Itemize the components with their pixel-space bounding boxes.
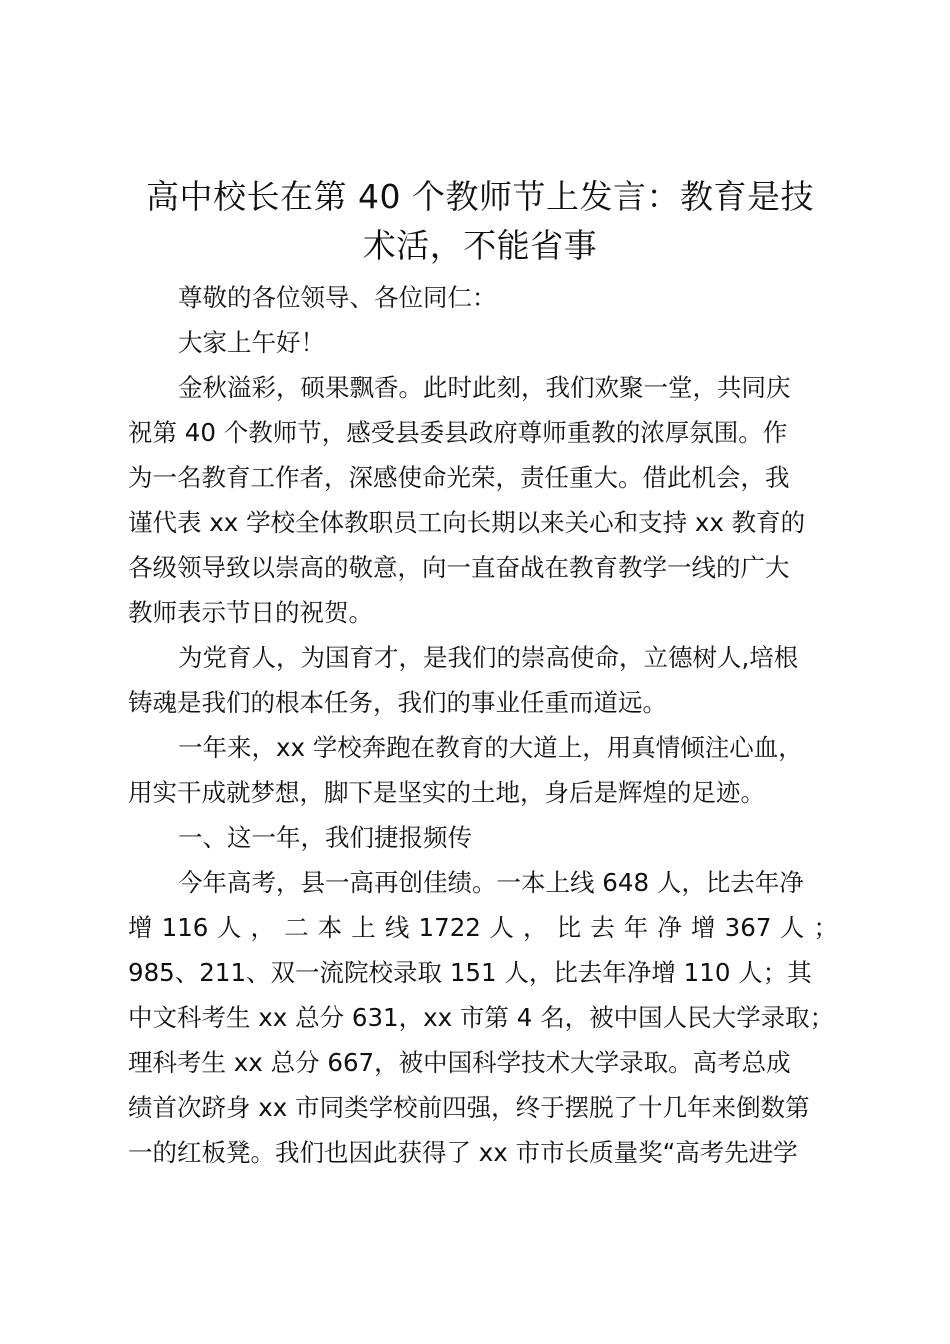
paragraph-line: 用实干成就梦想，脚下是坚实的土地，身后是辉煌的足迹。 [128, 778, 765, 807]
paragraph-line: 一的红板凳。我们也因此获得了 xx 市市长质量奖“高考先进学 [128, 1138, 798, 1167]
paragraph-line: 一年来，xx 学校奔跑在教育的大道上，用真情倾注心血， [178, 733, 803, 762]
section-heading: 一、这一年，我们捷报频传 [178, 823, 472, 852]
paragraph-line: 谨代表 xx 学校全体教职员工向长期以来关心和支持 xx 教育的 [128, 508, 806, 537]
paragraph-line: 各级领导致以崇高的敬意，向一直奋战在教育教学一线的广大 [128, 553, 790, 582]
greeting: 大家上午好！ [178, 328, 325, 357]
paragraph-line: 教师表示节日的祝贺。 [128, 598, 373, 627]
paragraph-line: 中文科考生 xx 总分 631，xx 市第 4 名，被中国人民大学录取； [128, 1003, 835, 1032]
paragraph-line: 理科考生 xx 总分 667，被中国科学技术大学录取。高考总成 [128, 1048, 791, 1077]
title-line-2: 术活，不能省事 [362, 226, 598, 265]
title-line-1: 高中校长在第 40 个教师节上发言：教育是技 [146, 177, 814, 216]
paragraph-line: 今年高考，县一高再创佳绩。一本上线 648 人，比去年净 [178, 868, 804, 897]
paragraph-line: 绩首次跻身 xx 市同类学校前四强，终于摆脱了十几年来倒数第 [128, 1093, 810, 1122]
paragraph-line: 为党育人，为国育才，是我们的崇高使命，立德树人,培根 [178, 643, 799, 672]
paragraph-line: 985、211、双一流院校录取 151 人，比去年净增 110 人；其 [128, 958, 812, 987]
paragraph-line: 祝第 40 个教师节，感受县委县政府尊师重教的浓厚氛围。作 [128, 418, 788, 447]
document-title [110, 172, 850, 270]
salutation: 尊敬的各位领导、各位同仁： [178, 283, 497, 312]
paragraph-line: 铸魂是我们的根本任务，我们的事业任重而道远。 [128, 688, 667, 717]
paragraph-line: 金秋溢彩，硕果飘香。此时此刻，我们欢聚一堂，共同庆 [178, 373, 791, 402]
paragraph-line: 增 116 人 ， 二 本 上 线 1722 人 ， 比 去 年 净 增 367 人 ； [128, 913, 838, 942]
paragraph-line: 为一名教育工作者，深感使命光荣，责任重大。借此机会，我 [128, 463, 790, 492]
